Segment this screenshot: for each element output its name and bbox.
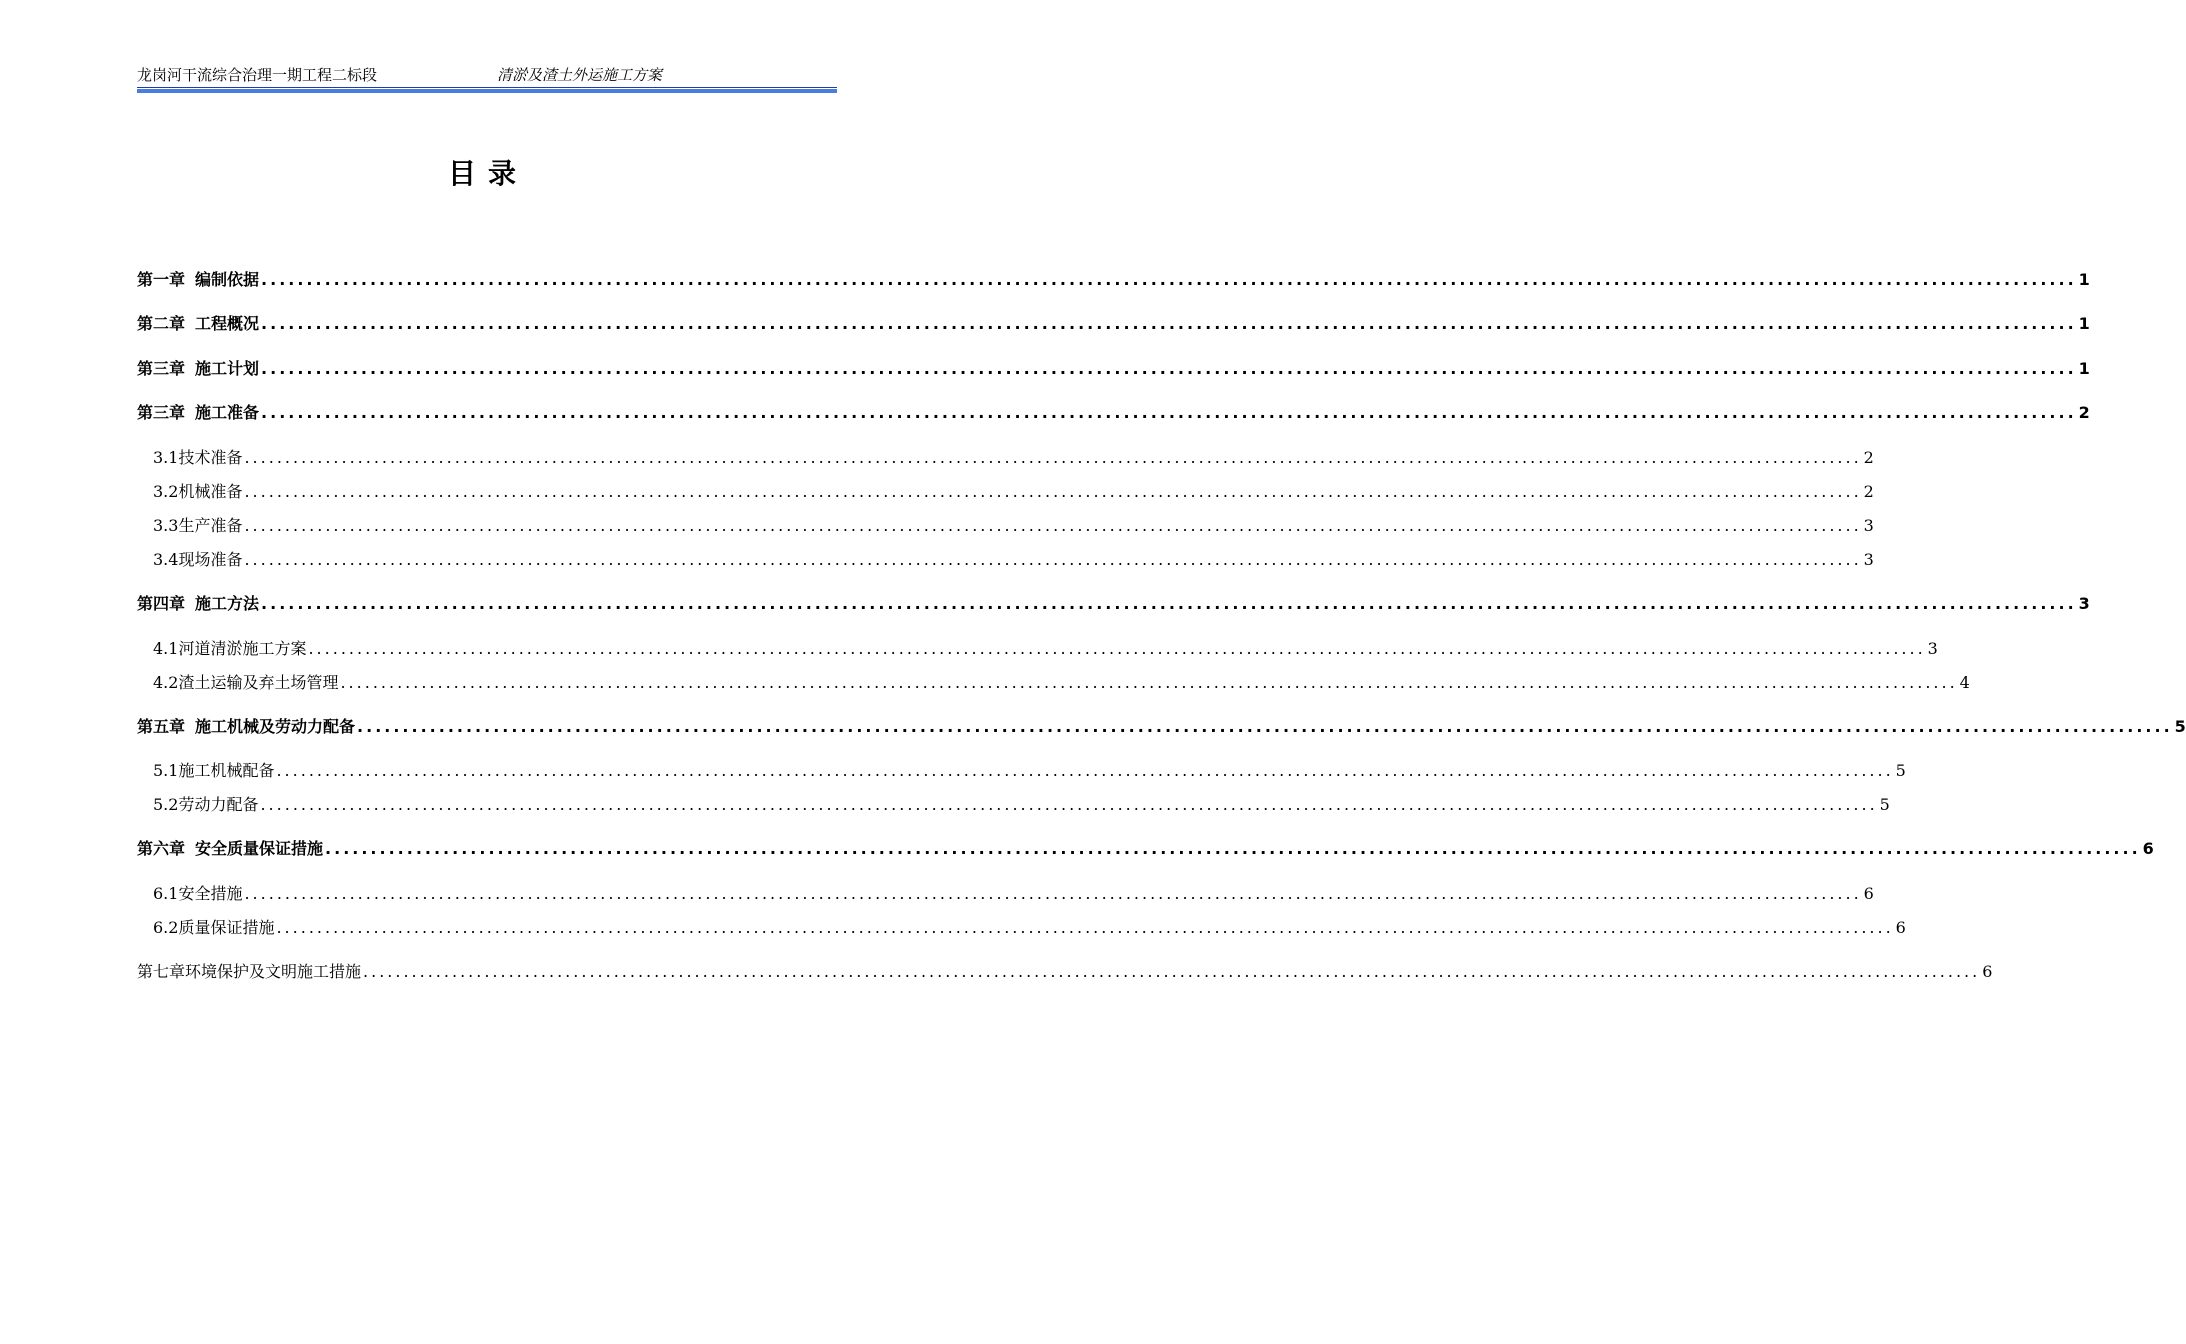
toc-entry-title: 机械准备 <box>178 482 243 501</box>
toc-entry[interactable] <box>137 268 2090 292</box>
toc-entry[interactable] <box>153 671 1970 695</box>
toc-entry-title: 施工计划 <box>195 359 260 378</box>
toc-entry-label <box>153 446 242 470</box>
toc-entry-number: 4.1 <box>153 639 179 658</box>
toc-entry-title: 施工准备 <box>195 403 260 422</box>
toc-entry-number: 第七章 <box>137 962 186 981</box>
toc-entry-number: 5.2 <box>153 795 179 814</box>
toc-entry[interactable] <box>153 548 1874 572</box>
toc-entry-page: 2 <box>1863 448 1874 467</box>
toc-entry[interactable] <box>153 446 1874 470</box>
toc-entry-title: 安全措施 <box>178 884 243 903</box>
toc-entry-label <box>137 268 259 292</box>
toc-entry-label <box>137 357 259 381</box>
toc-entry-label <box>137 592 259 616</box>
toc-entry-page: 5 <box>1879 795 1890 814</box>
toc-entry-title: 施工机械配备 <box>178 761 275 780</box>
toc-dot-leader: ........................................................................................................................................................................................................ <box>357 717 2173 736</box>
toc-entry-title: 生产准备 <box>178 516 243 535</box>
toc-entry-number: 4.2 <box>153 673 179 692</box>
toc-entry-number: 第四章 <box>137 594 186 613</box>
header-rule <box>137 87 837 93</box>
toc-dot-leader: ........................................................................................................................................................................................................ <box>261 359 2077 378</box>
toc-entry[interactable] <box>137 837 2154 861</box>
toc-entry-page: 6 <box>2142 839 2154 858</box>
toc-entry[interactable] <box>153 916 1906 940</box>
page-header <box>137 64 837 86</box>
toc-title: 目录 <box>447 157 528 190</box>
toc-entry-label <box>137 401 259 425</box>
toc-entry-label <box>153 671 338 695</box>
toc-entry-number: 第六章 <box>137 839 186 858</box>
toc-entry-number: 第三章 <box>137 359 186 378</box>
toc-entry-number: 第一章 <box>137 270 186 289</box>
toc-dot-leader: ........................................................................................................................................................................................................ <box>276 761 1894 780</box>
toc-entry-page: 5 <box>1895 761 1906 780</box>
toc-entry-label <box>137 312 259 336</box>
toc-dot-leader: ........................................................................................................................................................................................................ <box>363 962 1981 981</box>
toc-entry-title: 渣土运输及弃土场管理 <box>178 673 339 692</box>
toc-entry-number: 3.2 <box>153 482 179 501</box>
toc-entry-title: 施工机械及劳动力配备 <box>195 717 356 736</box>
toc-entry[interactable] <box>153 637 1938 661</box>
toc-entry[interactable] <box>137 401 2090 425</box>
toc-entry-title: 质量保证措施 <box>178 918 275 937</box>
toc-entry-label <box>153 514 242 538</box>
toc-entry[interactable] <box>137 312 2090 336</box>
toc-entry-page: 3 <box>2078 594 2090 613</box>
header-rule-thick <box>137 89 837 93</box>
toc-entry-label <box>153 548 242 572</box>
toc-entry-page: 3 <box>1927 639 1938 658</box>
toc-entry-label <box>153 480 242 504</box>
toc-dot-leader: ........................................................................................................................................................................................................ <box>276 918 1894 937</box>
toc-entry-number: 6.2 <box>153 918 179 937</box>
toc-entry[interactable] <box>137 592 2090 616</box>
toc-entry[interactable] <box>153 882 1874 906</box>
toc-entry-page: 3 <box>1863 516 1874 535</box>
toc-entry-label <box>137 715 355 739</box>
toc-entry-number: 第五章 <box>137 717 186 736</box>
toc-dot-leader: ........................................................................................................................................................................................................ <box>244 448 1862 467</box>
toc-entry-label <box>153 916 274 940</box>
toc-entry[interactable] <box>153 793 1890 817</box>
toc-entry-number: 5.1 <box>153 761 179 780</box>
toc-entry-title: 安全质量保证措施 <box>195 839 324 858</box>
toc-entry-label <box>153 759 274 783</box>
toc-entry[interactable] <box>137 357 2090 381</box>
toc-dot-leader: ........................................................................................................................................................................................................ <box>244 550 1862 569</box>
toc-dot-leader: ........................................................................................................................................................................................................ <box>261 594 2077 613</box>
toc-entry[interactable] <box>137 715 2186 739</box>
toc-entry-number: 3.4 <box>153 550 179 569</box>
toc-dot-leader: ........................................................................................................................................................................................................ <box>244 516 1862 535</box>
toc-dot-leader: ........................................................................................................................................................................................................ <box>325 839 2141 858</box>
toc-entry-label <box>153 637 306 661</box>
toc-entry-page: 1 <box>2078 270 2090 289</box>
toc-entry-number: 第二章 <box>137 314 186 333</box>
toc-entry-label <box>153 793 258 817</box>
toc-entry-page: 5 <box>2174 717 2186 736</box>
toc-entry-label <box>137 837 323 861</box>
toc-entry-title: 现场准备 <box>178 550 243 569</box>
toc-entry-page: 2 <box>1863 482 1874 501</box>
toc-dot-leader: ........................................................................................................................................................................................................ <box>261 270 2077 289</box>
toc-entry-page: 1 <box>2078 359 2090 378</box>
header-rule-thin <box>137 87 837 88</box>
toc-entry-title: 劳动力配备 <box>178 795 259 814</box>
toc-entry-title: 工程概况 <box>195 314 260 333</box>
toc-entry[interactable] <box>153 759 1906 783</box>
toc-entry-title: 编制依据 <box>195 270 260 289</box>
toc-entry-page: 6 <box>1863 884 1874 903</box>
toc-entry-title: 技术准备 <box>178 448 243 467</box>
toc-entry-page: 6 <box>1895 918 1906 937</box>
toc-entry-page: 6 <box>1982 962 1993 981</box>
toc-entry-page: 3 <box>1863 550 1874 569</box>
toc-dot-leader: ........................................................................................................................................................................................................ <box>308 639 1926 658</box>
toc-dot-leader: ........................................................................................................................................................................................................ <box>340 673 1958 692</box>
toc-dot-leader: ........................................................................................................................................................................................................ <box>261 403 2077 422</box>
toc-entry-number: 第三章 <box>137 403 186 422</box>
toc-entry[interactable] <box>153 480 1874 504</box>
toc-entry-label <box>153 882 242 906</box>
toc-entry-number: 3.1 <box>153 448 179 467</box>
toc-entry[interactable] <box>153 514 1874 538</box>
header-document-title: 清淤及渣土外运施工方案 <box>497 66 663 84</box>
toc-dot-leader: ........................................................................................................................................................................................................ <box>260 795 1878 814</box>
toc-dot-leader: ........................................................................................................................................................................................................ <box>261 314 2077 333</box>
toc-entry-label <box>137 960 361 984</box>
toc-entry-title: 河道清淤施工方案 <box>178 639 307 658</box>
toc-entry-number: 6.1 <box>153 884 179 903</box>
toc-entry-page: 2 <box>2078 403 2090 422</box>
toc-entry-page: 1 <box>2078 314 2090 333</box>
header-project-name: 龙岗河干流综合治理一期工程二标段 <box>137 66 378 84</box>
toc-entry-title: 环境保护及文明施工措施 <box>185 962 362 981</box>
toc-dot-leader: ........................................................................................................................................................................................................ <box>244 482 1862 501</box>
toc-entry-page: 4 <box>1959 673 1970 692</box>
toc-dot-leader: ........................................................................................................................................................................................................ <box>244 884 1862 903</box>
toc-entry-title: 施工方法 <box>195 594 260 613</box>
toc-entry-number: 3.3 <box>153 516 179 535</box>
toc-entry[interactable] <box>137 960 1993 984</box>
